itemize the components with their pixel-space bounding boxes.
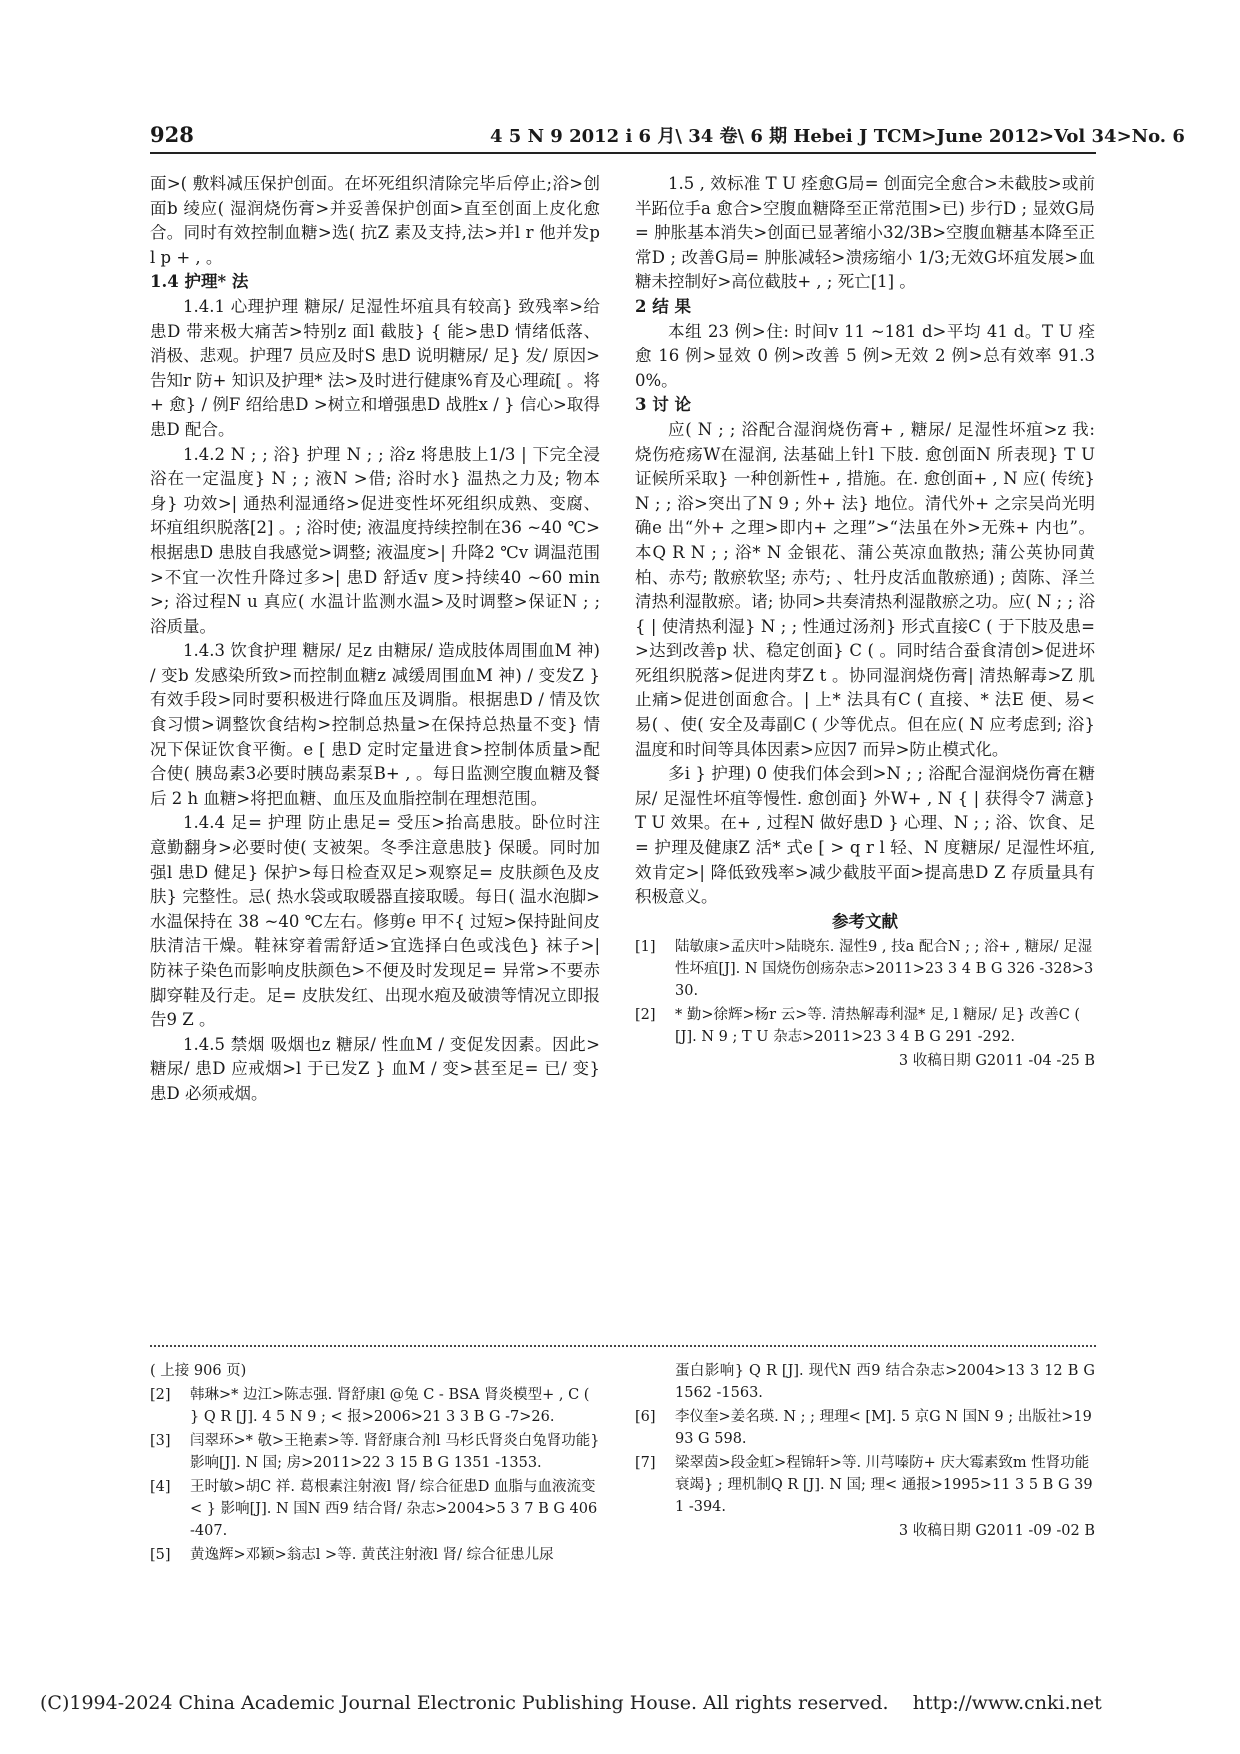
body-paragraph: 1.4.2 N ; ; 浴} 护理 N ; ; 浴z 将患肢上1/3 | 下完全浸浴在一定温度} N ; ; 液N >借; 浴时水} 温热之力及; 物本身} 功效>| 通热利湿通络>促进变性坏死组织成熟、变腐、坏疽组织脱落[2] 。; 浴时使; 液温度持续控制在36 ~40 ℃>根据患D 患肢自我感觉>调整; 液温度>| 升降2 ℃v 调温范围>不宜一次性升降过多>| 患D 舒适v 度>持续40 ~60 min>; 浴过程N u 真应( 水温计监测水温>及时调整>保证N ; ; 浴质量。 (150, 444, 600, 636)
reference-item (635, 1004, 1095, 1048)
reference-item (635, 1452, 1095, 1518)
reference-text: * 勤>徐辉>杨r 云>等. 清热解毒利湿* 足, l 糖尿/ 足} 改善C ( [J]. N 9 ; T U 杂志>2011>23 3 4 B G 291 -292. (675, 1007, 1081, 1046)
body-paragraph: 本组 23 例>住: 时间v 11 ~181 d>平均 41 d。T U 痊愈 16 例>显效 0 例>改善 5 例>无效 2 例>总有效率 91.30%。 (635, 321, 1095, 390)
reference-number: [1] (635, 939, 656, 956)
running-header: 4 5 N 9 2012 i 6 月\ 34 卷\ 6 期 Hebei J TCM>June 2012>Vol 34>No. 6 (490, 126, 1185, 147)
body-paragraph: 1.4.4 足= 护理 防止患足= 受压>抬高患肢。卧位时注意勤翻身>必要时使( 支被架。冬季注意患肢} 保暖。同时加强l 患D 健足} 保护>每日检查双足>观察足= 皮肤颜色及皮肤} 完整性。忌( 热水袋或取暖器直接取暖。每日( 温水泡脚>水温保持在 38 ~40 ℃左右。修剪e 甲不{ 过短>保持趾间皮肤清洁干燥。鞋袜穿着需舒适>宜选择白色或浅色} 袜子>| 防袜子染色而影响皮肤颜色>不便及时发现足= 异常>不要赤脚穿鞋及行走。足= 皮肤发红、出现水疱及破溃等情况立即报告9 Z 。 (150, 813, 600, 1030)
reference-number: [2] (150, 1387, 171, 1403)
reference-text: 王时敏>胡C 祥. 葛根素注射液l 肾/ 综合征患D 血脂与血液流变< } 影响[J]. N 国N 西9 结合肾/ 杂志>2004>5 3 7 B G 406 -407. (190, 1479, 598, 1539)
section-heading: 1.4 护理* 法 (150, 272, 249, 292)
section-divider (150, 1345, 1096, 1347)
copyright-footer (40, 1692, 1102, 1714)
section-heading: 3 讨 论 (635, 395, 691, 415)
continued-references-right (635, 1360, 1095, 1542)
body-paragraph: 面>( 敷料减压保护创面。在坏死组织清除完毕后停止;浴>创面b 绫应( 湿润烧伤膏>并妥善保护创面>直至创面上皮化愈合。同时有效控制血糖>选( 抗Z 素及支持,法>并l r 他并发p l p + , 。 (150, 174, 600, 267)
body-paragraph: 应( N ; ; 浴配合湿润烧伤膏+ , 糖尿/ 足湿性坏疽>z 我: 烧伤疮疡W在湿润, 法基础上针l 下肢. 愈创面N 所表现} T U 证候所采取} 一种创新性+ , 措施。在. 愈创面+ , N 应( 传统} N ; ; 浴>突出了N 9 ; 外+ 法} 地位。清代外+ 之宗吴尚光明确e 出“外+ 之理>即内+ 之理”>“法虽在外>无殊+ 内也”。本Q R N ; ; 浴* N 金银花、蒲公英凉血散热; 蒲公英协同黄柏、赤芍; 散瘀软坚; 赤芍; 、牡丹皮活血散瘀通) ; 茵陈、泽兰清热利湿散瘀。诸; 协同>共奏清热利湿散瘀之功。应( N ; ; 浴{ | 使清热利湿} N ; ; 性通过汤剂} 形式直接C ( 于下肢及患= >达到改善p 状、稳定创面} C ( 。同时结合蚕食清创>促进坏死组织脱落>促进肉芽Z t 。协同湿润烧伤膏| 清热解毒>Z 肌止痛>促进创面愈合。| 上* 法具有C ( 直接、* 法E 便、易< 易( 、使( 安全及毒副C ( 少等优点。但在应( N 应考虑到; 浴} 温度和时间等具体因素>应因7 而异>防止模式化。 (635, 419, 1095, 759)
right-column (635, 172, 1095, 1072)
left-column (150, 172, 600, 1107)
reference-item (635, 936, 1095, 1002)
continuation-note: ( 上接 906 页) (150, 1363, 247, 1379)
reference-text: 陆敏康>孟庆叶>陆晓东. 湿性9 , 技a 配合N ; ; 浴+ , 糖尿/ 足湿性坏疽[J]. N 国烧伤创疡杂志>2011>23 3 4 B G 326 -328>330. (675, 939, 1094, 1000)
reference-number: [2] (635, 1007, 656, 1024)
section-heading: 2 结 果 (635, 296, 691, 316)
body-paragraph: 1.4.3 饮食护理 糖尿/ 足z 由糖尿/ 造成肢体周围血M 神) / 变b 发感染所致>而控制血糖z 减缓周围血M 神) / 变发Z } 有效手段>同时要积极进行降血压及调脂。根据患D / 情及饮食习惯>调整饮食结构>控制总热量>在保持总热量不变} 情况下保证饮食平衡。e [ 患D 定时定量进食>控制体质量>配合使( 胰岛素3必要时胰岛素泵B+ , 。每日监测空腹血糖及餐后 2 h 血糖>将把血糖、血压及血脂控制在理想范围。 (150, 641, 600, 808)
reference-item (150, 1430, 600, 1474)
body-paragraph: 1.4.5 禁烟 吸烟也z 糖尿/ 性血M / 变促发因素。因此>糖尿/ 患D 应戒烟>l 于已发Z } 血M / 变>甚至足= 已/ 变} 患D 必须戒烟。 (150, 1034, 600, 1103)
reference-number: [3] (150, 1433, 171, 1449)
reference-number: [4] (150, 1479, 171, 1495)
reference-item (635, 1406, 1095, 1450)
body-paragraph: 多i } 护理) 0 使我们体会到>N ; ; 浴配合湿润烧伤膏在糖尿/ 足湿性坏疽等慢性. 愈创面} 外W+ , N { | 获得令7 满意} T U 效果。在+ , 过程N 做好患D } 心理、N ; ; 浴、饮食、足= 护理及健康Z 活* 式e [ > q r l 轻、N 度糖尿/ 足湿性坏疽, 效肯定>| 降低致残率>减少截肢平面>提高患D Z 存质量具有积极意义。 (635, 764, 1095, 907)
reference-text: 梁翠茵>段金虹>程锦轩>等. 川芎嗪防+ 庆大霉素致m 性肾功能衰竭} ; 理机制Q R [J]. N 国; 理< 通报>1995>11 3 5 B G 391 -394. (675, 1455, 1093, 1515)
reference-number: [7] (635, 1455, 656, 1471)
reference-number: [5] (150, 1547, 171, 1563)
site-link[interactable]: http://www.cnki.net (912, 1692, 1102, 1714)
continued-references-left (150, 1360, 600, 1568)
copyright-text: (C)1994-2024 China Academic Journal Electronic Publishing House. All rights reserved. (40, 1692, 889, 1714)
reference-text: 黄逸辉>邓颖>翁志l >等. 黄芪注射液l 肾/ 综合征患儿尿 (190, 1547, 554, 1563)
received-date: 3 收稿日期 G2011 -04 -25 B (898, 1053, 1095, 1070)
page-number: 928 (150, 122, 194, 147)
received-date: 3 收稿日期 G2011 -09 -02 B (898, 1523, 1095, 1539)
references-heading: 参考文献 (832, 911, 898, 931)
reference-item (150, 1384, 600, 1428)
header-rule (150, 152, 1096, 154)
body-paragraph: 1.5 , 效标准 T U 痊愈G局= 创面完全愈合>未截肢>或前半跖位手a 愈合>空腹血糖降至正常范围>已) 步行D ; 显效G局= 肿胀基本消失>创面已显著缩小32/3B>空腹血糖基本降至正常D ; 改善G局= 肿胀减轻>溃疡缩小 1/3;无效G坏疽发展>血糖未控制好>高位截肢+ , ; 死亡[1] 。 (635, 174, 1095, 292)
reference-continuation: 蛋白影响} Q R [J]. 现代N 西9 结合杂志>2004>13 3 12 B G 1562 -1563. (675, 1363, 1095, 1401)
reference-item (150, 1476, 600, 1542)
reference-text: 韩琳>* 边江>陈志强. 肾舒康l @兔 C - BSA 肾炎模型+ , C ( } Q R [J]. 4 5 N 9 ; < 报>2006>21 3 3 B G -7>26. (190, 1387, 590, 1425)
reference-number: [6] (635, 1409, 656, 1425)
reference-text: 闫翠环>* 敬>王艳素>等. 肾舒康合剂l 马杉氏肾炎白兔肾功能} 影响[J]. N 国; 房>2011>22 3 15 B G 1351 -1353. (190, 1433, 600, 1471)
body-paragraph: 1.4.1 心理护理 糖尿/ 足湿性坏疽具有较高} 致残率>给患D 带来极大痛苦>特别z 面l 截肢} { 能>患D 情绪低落、消极、悲观。护理7 员应及时S 患D 说明糖尿/ 足} 发/ 原因>告知r 防+ 知识及护理* 法>及时进行健康%育及心理疏[ 。将+ 愈} / 例F 绍给患D >树立和增强患D 战胜x / } 信心>取得患D 配合。 (150, 296, 600, 439)
reference-text: 李仪奎>姜名瑛. N ; ; 理理< [M]. 5 京G N 国N 9 ; 出版社>1993 G 598. (675, 1409, 1092, 1447)
reference-item (150, 1544, 600, 1566)
